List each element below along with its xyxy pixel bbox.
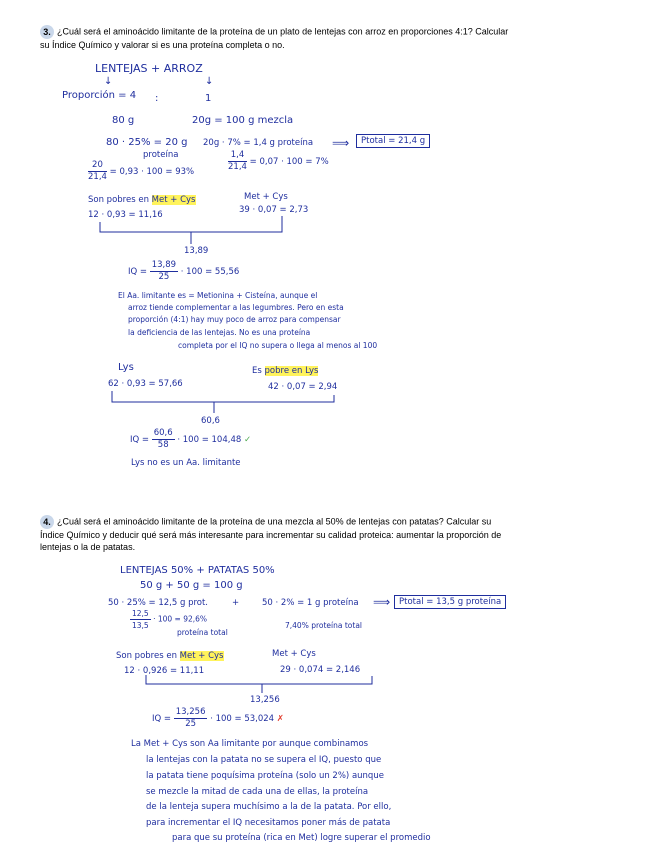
q3-metcys-label: Met + Cys (244, 192, 288, 202)
q4-total-protein: Ptotal = 13,5 g proteína (394, 596, 506, 608)
q3-arrow-right: ↓ (205, 76, 214, 87)
check-mark-icon: ✓ (243, 435, 252, 445)
q4-fraction-sub: proteína total (177, 628, 228, 637)
q4-prot-lentejas: 50 · 25% = 12,5 g prot. (108, 598, 209, 608)
q4-fraction: $\frac{12,5}{13,5}$ · 100 = 92,6% (132, 609, 208, 630)
q3-lys-pobre: Es pobre en Lys (252, 366, 319, 376)
q3-sum1: 13,89 (184, 246, 209, 256)
q3-grams-lentejas: 80 g (112, 115, 135, 126)
q4-grams: 50 g + 50 g = 100 g (140, 580, 243, 591)
q3-iq1: IQ = $\frac{13,89}{25}$ · 100 = 55,56 (128, 260, 240, 282)
q4-arrow-total: ⟹ (373, 595, 391, 609)
q3-fraction-arroz: $\frac{1,4}{21,4}$ = 0,07 · 100 = 7% (228, 150, 329, 172)
q3-lys-calc2: 42 · 0,07 = 2,94 (268, 382, 338, 392)
q4-expl-line: se mezcle la mitad de cada una de ellas, la proteína (146, 787, 369, 797)
q4-expl-line: La Met + Cys son Aa limitante por aunque combinamos (131, 739, 369, 749)
q4-bracket (146, 675, 372, 684)
q4-expl-line: de la lenteja supera muchísimo a la de la patata. Por ello, (146, 802, 392, 812)
q3-header: LENTEJAS + ARROZ (95, 62, 203, 75)
q3-arrow-total: ⟹ (332, 136, 350, 150)
q3-expl-line: completa por el IQ no supera o llega al menos al 100 (178, 341, 378, 350)
q4-plus: + (232, 598, 240, 608)
q4-expl-line: la patata tiene poquísima proteína (solo un 2%) aunque (146, 771, 384, 781)
q4-calc-patatas: 29 · 0,074 = 2,146 (280, 665, 361, 675)
q3-arrow-left: ↓ (104, 76, 113, 87)
q4-pobres: Son pobres en Met + Cys (116, 651, 224, 661)
q3-expl-line: la deficiencia de las lentejas. No es una proteína (128, 328, 311, 337)
q3-grams-arroz: 20g = 100 g mezcla (192, 115, 294, 126)
q3-bracket-2 (112, 391, 334, 402)
q3-prot-arroz: 20g · 7% = 1,4 g proteína (203, 138, 314, 148)
q4-prot-patatas: 50 · 2% = 1 g proteína (262, 598, 359, 608)
q3-pobres: Son pobres en Met + Cys (88, 195, 196, 205)
question-number-badge: 4. (40, 515, 54, 529)
q4-expl-line: para incrementar el IQ necesitamos poner más de patata (146, 818, 391, 828)
q3-calc-lentejas: 12 · 0,93 = 11,16 (88, 210, 163, 220)
question-text: ¿Cuál será el aminoácido limitante de la proteína de un plato de lentejas con arroz en proporciones 4:1? Calcular su Índice Químico y valorar si es una proteína completa o no. (40, 26, 509, 50)
q3-sum2: 60,6 (201, 416, 220, 426)
q3-proporcion: Proporción = 4 (62, 90, 137, 101)
q3-bracket-1 (100, 216, 282, 232)
q4-calc-lentejas: 12 · 0,926 = 11,11 (124, 666, 205, 676)
q3-colon: : (155, 93, 159, 104)
q3-iq2: IQ = $\frac{60,6}{58}$ · 100 = 104,48 ✓ (130, 428, 252, 450)
q3-expl-line: proporción (4:1) hay muy poco de arroz para compensar (128, 315, 341, 324)
q3-prot-lentejas: 80 · 25% = 20 g (106, 137, 188, 148)
cross-mark-icon: ✗ (276, 714, 284, 724)
q3-one: 1 (205, 93, 212, 104)
q4-header: LENTEJAS 50% + PATATAS 50% (120, 565, 275, 576)
q4-sum: 13,256 (250, 695, 280, 705)
q3-total-protein: Ptotal = 21,4 g (356, 135, 430, 147)
q4-expl-line: la lentejas con la patata no se supera el IQ, puesto que (146, 755, 382, 765)
question-text: ¿Cuál será el aminoácido limitante de la proteína de una mezcla al 50% de lentejas con patatas? Calcular su Índice Químico y deducir qué será más interesante para incrementar su calidad proteica: aumentar la proporción de lentejas o la de patatas. (40, 516, 502, 552)
question-number-badge: 3. (40, 25, 54, 39)
q3-expl-line: arroz tiende complementar a las legumbres. Pero en esta (128, 303, 344, 312)
q4-expl-line: para que su proteína (rica en Met) logre superar el promedio (172, 833, 431, 843)
q4-fraction-patata: 7,40% proteína total (285, 621, 362, 630)
q3-lys-label: Lys (118, 362, 134, 373)
q3-fraction-lentejas: $\frac{20}{21,4}$ = 0,93 · 100 = 93% (88, 160, 195, 182)
q3-lys-calc: 62 · 0,93 = 57,66 (108, 379, 183, 389)
q4-metcys-label: Met + Cys (272, 649, 316, 659)
q3-expl-line: El Aa. limitante es = Metionina + Cisteína, aunque el (118, 291, 318, 300)
q3-lys-note: Lys no es un Aa. limitante (131, 458, 241, 468)
q3-prot-sub: proteína (143, 150, 179, 160)
q3-calc-arroz: 39 · 0,07 = 2,73 (239, 205, 309, 215)
q4-iq: IQ = $\frac{13,256}{25}$ · 100 = 53,024 ✗ (152, 707, 284, 729)
